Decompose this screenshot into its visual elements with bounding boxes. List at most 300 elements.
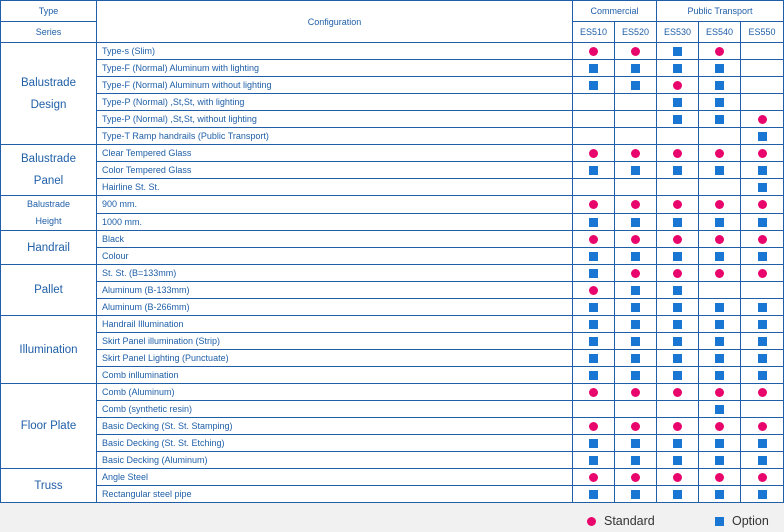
configuration-cell: Color Tempered Glass <box>97 162 573 179</box>
option-square-icon <box>673 47 682 56</box>
option-square-icon <box>758 218 767 227</box>
standard-dot-icon <box>715 235 724 244</box>
mark-cell <box>699 213 741 231</box>
mark-cell <box>573 486 615 503</box>
configuration-cell: Comb (synthetic resin) <box>97 401 573 418</box>
standard-dot-icon <box>673 269 682 278</box>
option-square-icon <box>631 371 640 380</box>
mark-cell <box>573 265 615 282</box>
option-square-icon <box>631 337 640 346</box>
mark-cell <box>741 282 784 299</box>
standard-dot-icon <box>715 473 724 482</box>
standard-dot-icon <box>589 47 598 56</box>
public-transport-header: Public Transport <box>657 1 784 22</box>
mark-cell <box>741 213 784 231</box>
mark-cell <box>573 316 615 333</box>
option-square-icon <box>715 405 724 414</box>
legend-standard <box>587 512 655 530</box>
mark-cell <box>699 231 741 248</box>
model-header: ES520 <box>615 22 657 43</box>
configuration-cell: Skirt Panel illumination (Strip) <box>97 333 573 350</box>
table-row <box>1 486 784 503</box>
mark-cell <box>699 77 741 94</box>
mark-cell <box>741 77 784 94</box>
mark-cell <box>573 367 615 384</box>
table-row <box>1 282 784 299</box>
option-square-icon <box>673 98 682 107</box>
configuration-cell: Aluminum (B-266mm) <box>97 299 573 316</box>
mark-cell <box>657 401 699 418</box>
table-row <box>1 179 784 196</box>
mark-cell <box>657 179 699 196</box>
standard-dot-icon <box>589 388 598 397</box>
option-square-icon <box>589 320 598 329</box>
configuration-cell: 1000 mm. <box>97 213 573 231</box>
standard-dot-icon <box>673 200 682 209</box>
mark-cell <box>699 367 741 384</box>
group-label-line: Truss <box>34 479 63 492</box>
mark-cell <box>741 401 784 418</box>
mark-cell <box>573 248 615 265</box>
mark-cell <box>657 196 699 214</box>
standard-dot-icon <box>631 388 640 397</box>
mark-cell <box>615 384 657 401</box>
standard-dot-icon <box>715 269 724 278</box>
option-square-icon <box>758 456 767 465</box>
mark-cell <box>741 418 784 435</box>
mark-cell <box>573 196 615 214</box>
configuration-cell: Colour <box>97 248 573 265</box>
model-header: ES550 <box>741 22 784 43</box>
option-square-icon <box>758 183 767 192</box>
standard-dot-icon <box>631 473 640 482</box>
mark-cell <box>573 77 615 94</box>
option-square-icon <box>589 64 598 73</box>
option-square-icon <box>589 166 598 175</box>
configuration-cell: Type-P (Normal) ,St,St, without lighting <box>97 111 573 128</box>
option-square-icon <box>715 439 724 448</box>
option-square-icon <box>758 337 767 346</box>
mark-cell <box>657 469 699 486</box>
configuration-cell: Clear Tempered Glass <box>97 145 573 162</box>
mark-cell <box>657 128 699 145</box>
standard-dot-icon <box>715 149 724 158</box>
mark-cell <box>741 452 784 469</box>
standard-dot-icon <box>589 422 598 431</box>
option-square-icon <box>758 354 767 363</box>
configuration-cell: Rectangular steel pipe <box>97 486 573 503</box>
mark-cell <box>741 435 784 452</box>
mark-cell <box>699 128 741 145</box>
mark-cell <box>699 196 741 214</box>
standard-dot-icon <box>758 115 767 124</box>
table-row <box>1 418 784 435</box>
option-square-icon <box>589 218 598 227</box>
option-square-icon <box>673 320 682 329</box>
mark-cell <box>741 486 784 503</box>
group-label-line: Floor Plate <box>20 420 77 432</box>
mark-cell <box>657 94 699 111</box>
mark-cell <box>615 196 657 214</box>
mark-cell <box>573 162 615 179</box>
option-square-icon <box>715 517 724 526</box>
mark-cell <box>699 418 741 435</box>
mark-cell <box>615 418 657 435</box>
configuration-cell: Basic Decking (Aluminum) <box>97 452 573 469</box>
option-square-icon <box>715 303 724 312</box>
mark-cell <box>615 282 657 299</box>
table-row <box>1 213 784 231</box>
mark-cell <box>741 248 784 265</box>
option-square-icon <box>589 303 598 312</box>
table-row <box>1 350 784 367</box>
group-label-line: Balustrade <box>21 76 76 89</box>
option-square-icon <box>715 166 724 175</box>
configuration-cell: Angle Steel <box>97 469 573 486</box>
option-square-icon <box>673 218 682 227</box>
option-square-icon <box>673 252 682 261</box>
mark-cell <box>573 418 615 435</box>
standard-dot-icon <box>715 388 724 397</box>
mark-cell <box>657 350 699 367</box>
mark-cell <box>573 350 615 367</box>
option-square-icon <box>589 81 598 90</box>
mark-cell <box>699 435 741 452</box>
mark-cell <box>741 316 784 333</box>
standard-dot-icon <box>715 422 724 431</box>
mark-cell <box>741 145 784 162</box>
standard-dot-icon <box>758 422 767 431</box>
mark-cell <box>615 128 657 145</box>
standard-dot-icon <box>673 235 682 244</box>
option-square-icon <box>715 81 724 90</box>
mark-cell <box>657 145 699 162</box>
standard-dot-icon <box>758 269 767 278</box>
table-row <box>1 452 784 469</box>
group-label-line: Balustrade <box>26 199 71 209</box>
option-square-icon <box>631 320 640 329</box>
standard-dot-icon <box>589 473 598 482</box>
mark-cell <box>657 43 699 60</box>
standard-dot-icon <box>589 286 598 295</box>
option-square-icon <box>673 303 682 312</box>
option-square-icon <box>589 252 598 261</box>
table-row <box>1 333 784 350</box>
standard-dot-icon <box>631 269 640 278</box>
mark-cell <box>657 435 699 452</box>
group-label <box>1 384 97 469</box>
mark-cell <box>615 145 657 162</box>
group-label-line: Panel <box>33 175 64 187</box>
standard-dot-icon <box>673 388 682 397</box>
option-square-icon <box>758 132 767 141</box>
mark-cell <box>699 316 741 333</box>
mark-cell <box>615 452 657 469</box>
mark-cell <box>657 162 699 179</box>
mark-cell <box>699 333 741 350</box>
table-row <box>1 384 784 401</box>
standard-dot-icon <box>673 473 682 482</box>
mark-cell <box>657 111 699 128</box>
table-row <box>1 196 784 214</box>
mark-cell <box>657 282 699 299</box>
option-square-icon <box>589 490 598 499</box>
mark-cell <box>573 111 615 128</box>
group-label <box>1 469 97 503</box>
mark-cell <box>657 486 699 503</box>
table-body <box>1 43 784 503</box>
group-label-line: Illumination <box>19 343 78 356</box>
configuration-cell: Basic Decking (St. St. Etching) <box>97 435 573 452</box>
table-row <box>1 435 784 452</box>
type-header: Type <box>1 1 97 22</box>
mark-cell <box>573 401 615 418</box>
option-square-icon <box>758 303 767 312</box>
configuration-cell: Comb (Aluminum) <box>97 384 573 401</box>
mark-cell <box>699 350 741 367</box>
mark-cell <box>741 299 784 316</box>
mark-cell <box>741 128 784 145</box>
standard-dot-icon <box>589 149 598 158</box>
mark-cell <box>699 145 741 162</box>
table-row <box>1 111 784 128</box>
mark-cell <box>657 77 699 94</box>
mark-cell <box>615 469 657 486</box>
mark-cell <box>615 60 657 77</box>
configuration-cell: Type-P (Normal) ,St,St, with lighting <box>97 94 573 111</box>
mark-cell <box>657 316 699 333</box>
mark-cell <box>573 452 615 469</box>
mark-cell <box>699 265 741 282</box>
option-square-icon <box>673 439 682 448</box>
standard-dot-icon <box>587 517 596 526</box>
option-square-icon <box>715 98 724 107</box>
group-label-line: Height <box>35 216 62 226</box>
configuration-cell: Type-s (Slim) <box>97 43 573 60</box>
configuration-cell: Handrail Illumination <box>97 316 573 333</box>
group-label <box>1 231 97 265</box>
mark-cell <box>699 179 741 196</box>
mark-cell <box>573 435 615 452</box>
standard-dot-icon <box>589 235 598 244</box>
option-square-icon <box>758 166 767 175</box>
mark-cell <box>615 299 657 316</box>
mark-cell <box>699 111 741 128</box>
option-square-icon <box>589 269 598 278</box>
table-row <box>1 401 784 418</box>
mark-cell <box>615 231 657 248</box>
table-row <box>1 469 784 486</box>
mark-cell <box>741 350 784 367</box>
mark-cell <box>573 282 615 299</box>
option-square-icon <box>631 439 640 448</box>
mark-cell <box>741 196 784 214</box>
option-square-icon <box>631 490 640 499</box>
mark-cell <box>657 299 699 316</box>
option-square-icon <box>715 115 724 124</box>
standard-dot-icon <box>589 200 598 209</box>
mark-cell <box>741 333 784 350</box>
group-label-line: Balustrade <box>21 153 76 165</box>
header-row-1 <box>1 1 784 22</box>
legend-option-label: Option <box>732 514 769 528</box>
standard-dot-icon <box>758 388 767 397</box>
standard-dot-icon <box>758 200 767 209</box>
mark-cell <box>657 367 699 384</box>
mark-cell <box>741 384 784 401</box>
standard-dot-icon <box>673 149 682 158</box>
configuration-cell: Skirt Panel Lighting (Punctuate) <box>97 350 573 367</box>
table-row <box>1 128 784 145</box>
mark-cell <box>615 43 657 60</box>
mark-cell <box>657 452 699 469</box>
mark-cell <box>573 384 615 401</box>
standard-dot-icon <box>673 422 682 431</box>
mark-cell <box>657 418 699 435</box>
model-header: ES530 <box>657 22 699 43</box>
configuration-cell: Type-F (Normal) Aluminum with lighting <box>97 60 573 77</box>
option-square-icon <box>758 320 767 329</box>
table-row <box>1 316 784 333</box>
mark-cell <box>573 469 615 486</box>
table-row <box>1 162 784 179</box>
mark-cell <box>573 179 615 196</box>
standard-dot-icon <box>758 235 767 244</box>
option-square-icon <box>631 166 640 175</box>
option-square-icon <box>758 490 767 499</box>
mark-cell <box>657 265 699 282</box>
mark-cell <box>573 94 615 111</box>
mark-cell <box>573 43 615 60</box>
standard-dot-icon <box>715 200 724 209</box>
mark-cell <box>573 60 615 77</box>
mark-cell <box>699 469 741 486</box>
table-row <box>1 94 784 111</box>
option-square-icon <box>715 490 724 499</box>
group-label <box>1 43 97 145</box>
option-square-icon <box>673 286 682 295</box>
series-header: Series <box>1 22 97 43</box>
option-square-icon <box>631 303 640 312</box>
option-square-icon <box>715 218 724 227</box>
option-square-icon <box>715 456 724 465</box>
option-square-icon <box>631 354 640 363</box>
configuration-cell: Comb inllumination <box>97 367 573 384</box>
mark-cell <box>657 60 699 77</box>
mark-cell <box>741 367 784 384</box>
mark-cell <box>699 452 741 469</box>
mark-cell <box>573 128 615 145</box>
option-square-icon <box>589 456 598 465</box>
mark-cell <box>657 333 699 350</box>
mark-cell <box>741 179 784 196</box>
mark-cell <box>573 145 615 162</box>
mark-cell <box>657 384 699 401</box>
mark-cell <box>573 213 615 231</box>
mark-cell <box>699 401 741 418</box>
group-label <box>1 265 97 316</box>
option-square-icon <box>715 337 724 346</box>
mark-cell <box>741 94 784 111</box>
legend-option <box>715 512 769 530</box>
mark-cell <box>615 333 657 350</box>
standard-dot-icon <box>758 473 767 482</box>
mark-cell <box>657 213 699 231</box>
option-square-icon <box>673 166 682 175</box>
option-square-icon <box>673 337 682 346</box>
mark-cell <box>615 401 657 418</box>
mark-cell <box>615 486 657 503</box>
option-square-icon <box>631 286 640 295</box>
configuration-cell: Aluminum (B-133mm) <box>97 282 573 299</box>
mark-cell <box>615 213 657 231</box>
table-row <box>1 43 784 60</box>
commercial-header: Commercial <box>573 1 657 22</box>
mark-cell <box>615 94 657 111</box>
standard-dot-icon <box>631 149 640 158</box>
mark-cell <box>573 333 615 350</box>
group-label <box>1 145 97 196</box>
option-square-icon <box>589 371 598 380</box>
table-row <box>1 145 784 162</box>
mark-cell <box>615 435 657 452</box>
option-square-icon <box>673 64 682 73</box>
standard-dot-icon <box>631 235 640 244</box>
option-square-icon <box>715 64 724 73</box>
configuration-cell: St. St. (B=133mm) <box>97 265 573 282</box>
mark-cell <box>615 179 657 196</box>
standard-dot-icon <box>631 422 640 431</box>
standard-dot-icon <box>758 149 767 158</box>
standard-dot-icon <box>631 47 640 56</box>
mark-cell <box>699 282 741 299</box>
group-label <box>1 316 97 384</box>
option-square-icon <box>715 252 724 261</box>
mark-cell <box>573 231 615 248</box>
option-square-icon <box>631 456 640 465</box>
option-square-icon <box>715 320 724 329</box>
mark-cell <box>741 111 784 128</box>
mark-cell <box>615 367 657 384</box>
mark-cell <box>615 111 657 128</box>
table-row <box>1 77 784 94</box>
configuration-cell: Basic Decking (St. St. Stamping) <box>97 418 573 435</box>
option-square-icon <box>758 252 767 261</box>
mark-cell <box>615 77 657 94</box>
table-row <box>1 265 784 282</box>
option-square-icon <box>631 64 640 73</box>
mark-cell <box>741 469 784 486</box>
table-row <box>1 367 784 384</box>
configuration-header: Configuration <box>97 1 573 43</box>
option-square-icon <box>589 439 598 448</box>
mark-cell <box>615 162 657 179</box>
mark-cell <box>615 350 657 367</box>
mark-cell <box>657 231 699 248</box>
standard-dot-icon <box>715 47 724 56</box>
option-square-icon <box>758 439 767 448</box>
mark-cell <box>615 265 657 282</box>
mark-cell <box>657 248 699 265</box>
option-square-icon <box>631 252 640 261</box>
option-square-icon <box>673 490 682 499</box>
option-square-icon <box>715 371 724 380</box>
option-square-icon <box>631 81 640 90</box>
configuration-cell: Type-F (Normal) Aluminum without lighting <box>97 77 573 94</box>
configuration-cell: 900 mm. <box>97 196 573 214</box>
configuration-cell: Hairline St. St. <box>97 179 573 196</box>
standard-dot-icon <box>673 81 682 90</box>
